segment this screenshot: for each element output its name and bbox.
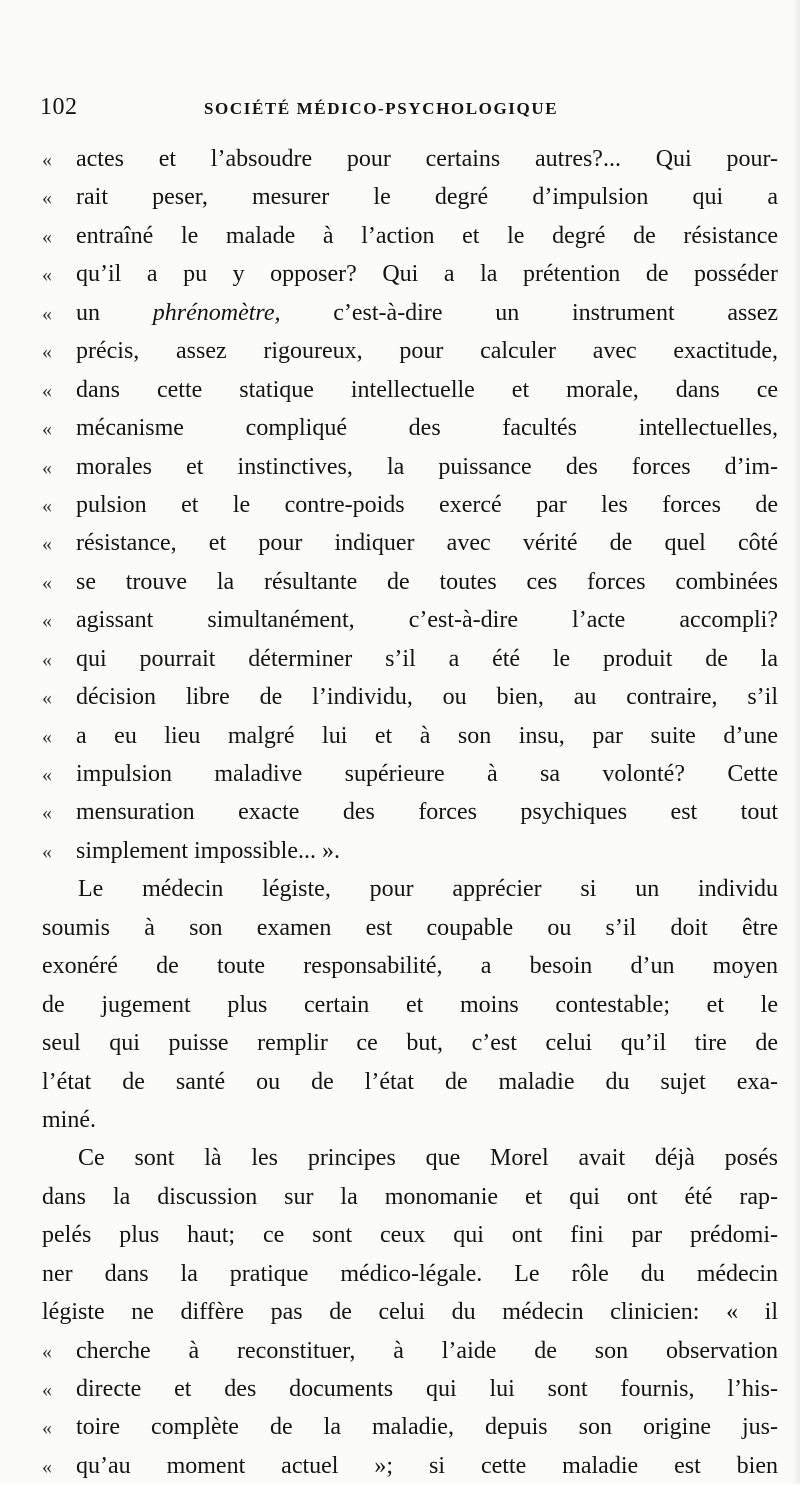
line-text: actes et l’absoudre pour certains autres?... Qui pour- [76,146,778,172]
text-line [42,601,778,639]
text-line [42,486,778,524]
text-line [42,178,778,216]
text-line: miné. [42,1106,96,1133]
quote-mark: « [42,341,52,364]
line-text: morales et instinctives, la puissance des forces d’im- [76,453,778,480]
quote-mark: « [42,456,52,479]
text-line [42,409,778,447]
line-text: entraîné le malade à l’action et le degré de résistance [76,222,778,249]
text-line [42,832,778,870]
quote-mark: « [42,302,52,325]
quote-mark: « [42,802,52,825]
quote-mark: « [42,610,52,633]
text-line [42,524,778,562]
quote-mark: « [42,225,52,248]
text-line [42,371,778,409]
line-text: mécanisme compliqué des facultés intellectuelles, [76,415,778,442]
line-text: pulsion et le contre-poids exercé par les forces de [76,491,778,518]
line-text: pelés plus haut; ce sont ceux qui ont fini par prédomi- [42,1222,778,1249]
page-edge-shadow [792,0,800,1484]
quote-mark: « [42,1340,52,1363]
line-text: précis, assez rigoureux, pour calculer avec exactitude, [76,338,778,365]
text-line [42,255,778,293]
text-line [42,640,778,678]
quote-mark: « [42,571,52,594]
text-line [42,1178,778,1216]
text-line [42,1408,778,1446]
quote-mark: « [42,379,52,402]
line-text: mensuration exacte des forces psychiques est tout [76,799,778,826]
text-line [42,140,778,178]
text-line [42,717,778,755]
text-line: l’état de santé ou de l’état de maladie du sujet exa- [42,1068,778,1095]
text-line [42,1139,778,1177]
text-line: Le médecin légiste, pour apprécier si un individu [78,876,778,903]
line-text: dans cette statique intellectuelle et morale, dans ce [76,376,778,403]
text-line [42,1255,778,1293]
text-line: de jugement plus certain et moins contestable; et le [42,991,778,1018]
text-line [42,1447,778,1485]
line-text: dans la discussion sur la monomanie et qui ont été rap- [42,1183,778,1210]
text-line [42,678,778,716]
italic-term: phrénomètre, [152,299,281,326]
line-text: Ce sont là les principes que Morel avait déjà posés [78,1145,778,1172]
quote-mark: « [42,648,52,671]
line-text-post: c’est-à-dire un instrument assez [280,299,779,326]
text-line [42,1216,778,1254]
line-text: agissant simultanément, c’est-à-dire l’acte accompli? [76,607,778,634]
line-text: décision libre de l’individu, ou bien, au contraire, s’il [76,684,778,711]
line-text: directe et des documents qui lui sont fournis, l’his- [76,1376,778,1402]
quote-mark: « [42,418,52,441]
text-line [42,217,778,255]
text-line [42,1332,778,1370]
text-line: exonéré de toute responsabilité, a besoin d’un moyen [42,953,778,980]
text-line [42,1293,778,1331]
line-text: résistance, et pour indiquer avec vérité de quel côté [76,530,778,557]
quote-mark: « [42,1417,52,1440]
text-line [42,563,778,601]
quote-mark: « [42,1455,52,1478]
text-line [42,755,778,793]
page-number: 102 [40,94,78,120]
text-line: seul qui puisse remplir ce but, c’est celui qu’il tire de [42,1030,778,1057]
quote-mark: « [42,494,52,517]
text-line [42,448,778,486]
line-text: toire complète de la maladie, depuis son origine jus- [76,1414,778,1441]
text-body [42,140,778,1485]
quote-mark: « [42,840,52,863]
line-text: se trouve la résultante de toutes ces forces combinées [76,568,778,595]
line-text: légiste ne diffère pas de celui du médecin clinicien: « il [42,1299,778,1326]
quote-mark: « [42,1379,52,1401]
line-text: ner dans la pratique médico-légale. Le rôle du médecin [42,1260,778,1287]
line-text: qui pourrait déterminer s’il a été le produit de la [76,645,778,672]
line-text: rait peser, mesurer le degré d’impulsion qui a [76,184,778,211]
quote-mark: « [42,264,52,287]
running-head: SOCIÉTÉ MÉDICO-PSYCHOLOGIQUE [204,99,559,118]
line-text: qu’au moment actuel »; si cette maladie est bien [76,1452,778,1479]
quote-mark: « [42,687,52,710]
line-text-pre: un [76,299,153,326]
line-text: cherche à reconstituer, à l’aide de son observation [76,1337,778,1364]
text-line [42,332,778,370]
line-text: simplement impossible... ». [76,837,340,864]
line-text: a eu lieu malgré lui et à son insu, par suite d’une [76,722,778,749]
text-line: soumis à son examen est coupable ou s’il doit être [42,914,778,941]
quote-mark: « [42,187,52,210]
quote-mark: « [42,764,52,786]
quote-mark: « [42,533,52,556]
page-header [40,94,780,124]
line-text: qu’il a pu y opposer? Qui a la prétention de posséder [76,261,778,288]
text-line [42,793,778,831]
quote-mark: « [42,725,52,748]
line-text: impulsion maladive supérieure à sa volonté? Cette [76,761,778,787]
quote-mark: « [42,149,52,171]
text-line [42,1370,778,1408]
text-line [42,294,778,332]
